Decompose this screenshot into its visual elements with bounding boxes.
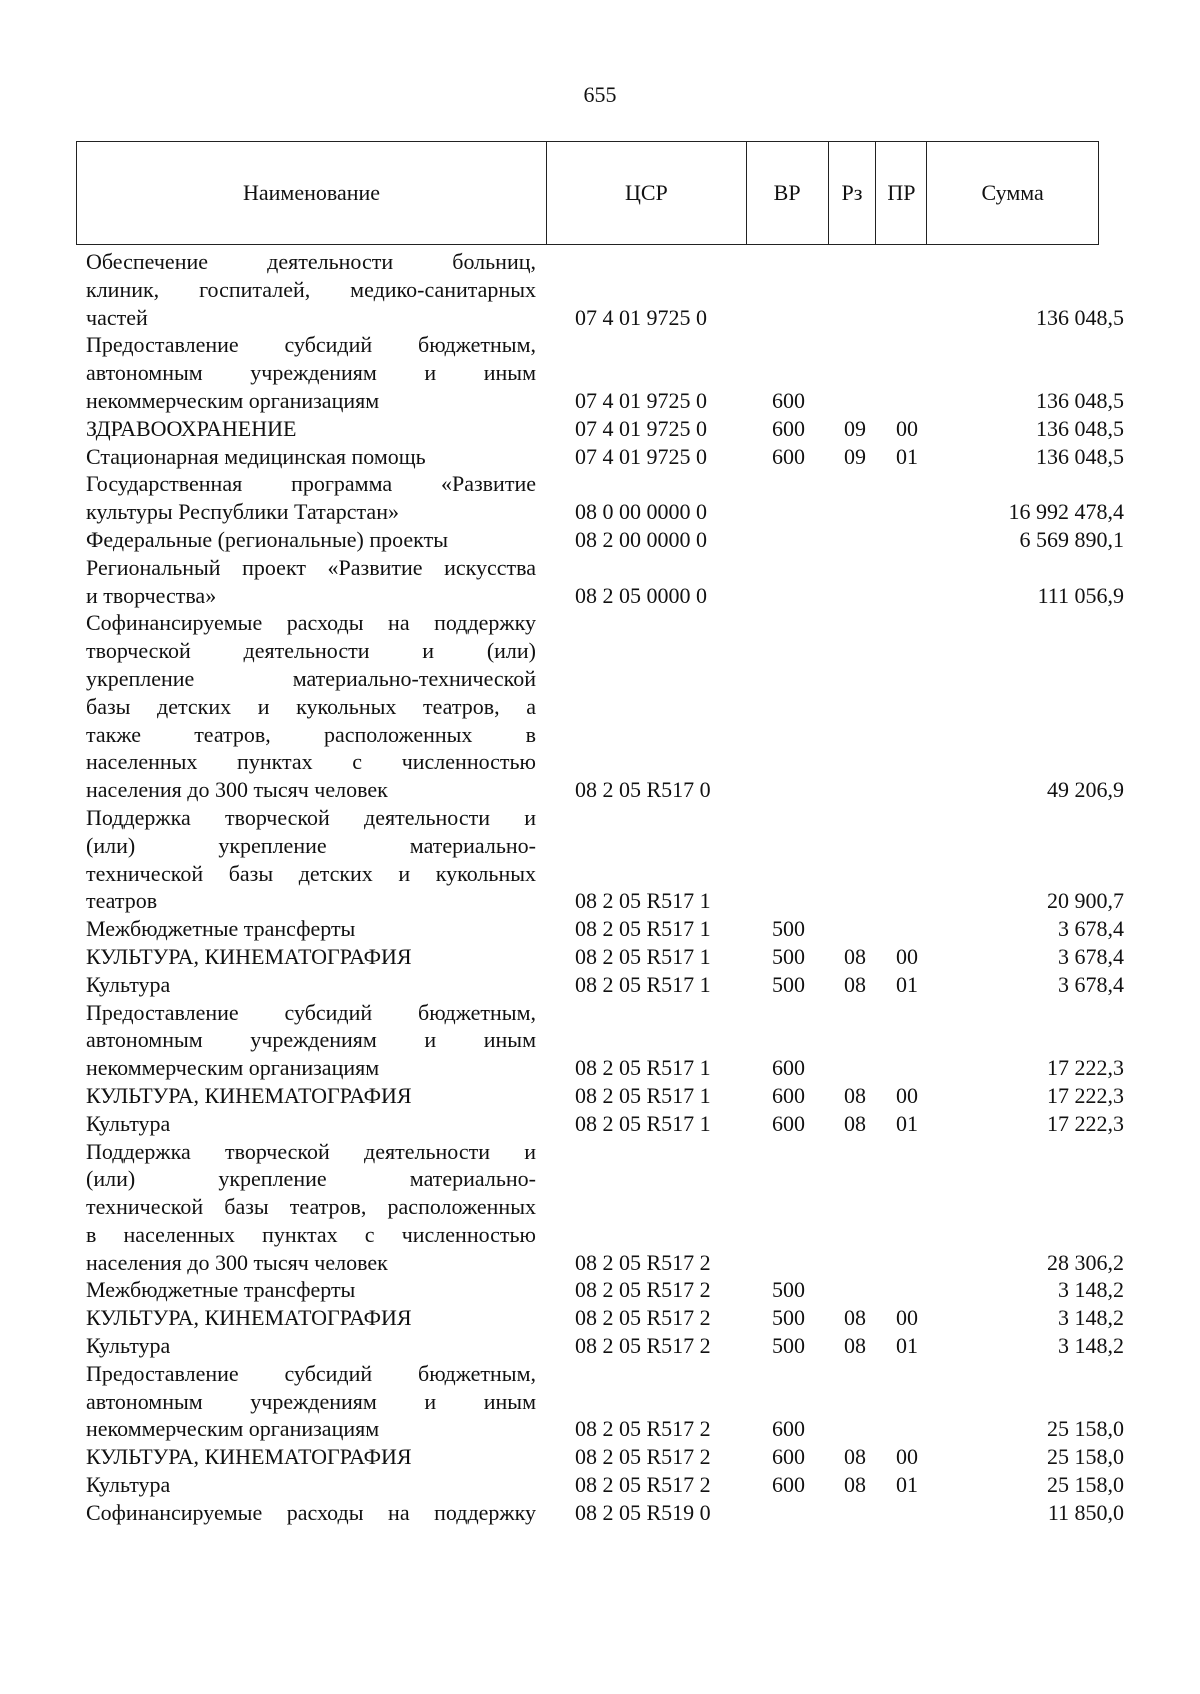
row-name-line: в населенных пунктах с численностью: [86, 1221, 536, 1247]
table-body: [0, 248, 1200, 1527]
row-name-line: (или) укрепление материально-: [86, 832, 536, 858]
row-rz: 08: [844, 1333, 866, 1359]
row-name-line: Культура: [86, 1472, 171, 1498]
row-vr: 500: [772, 1333, 805, 1359]
row-pr: 01: [896, 1472, 918, 1498]
row-sum: 16 992 478,4: [1008, 499, 1124, 525]
row-name: [86, 804, 536, 915]
row-name-line: Региональный проект «Развитие искусства: [86, 554, 536, 580]
row-name-line: Государственная программа «Развитие: [86, 471, 536, 497]
row-csr: 08 2 05 R517 1: [575, 1082, 711, 1108]
row-name-line: частей: [86, 304, 148, 330]
row-name-line: и творчества»: [86, 582, 217, 608]
row-csr: 08 2 05 R517 1: [575, 971, 711, 997]
row-sum: 3 148,2: [1058, 1277, 1124, 1303]
row-name: [86, 248, 536, 331]
row-csr: 07 4 01 9725 0: [575, 387, 707, 413]
table-row: [0, 804, 1200, 915]
row-rz: 08: [844, 1305, 866, 1331]
row-pr: 01: [896, 971, 918, 997]
row-sum: 136 048,5: [1036, 443, 1124, 469]
row-name-line: автономным учреждениям и иным: [86, 360, 536, 386]
row-vr: 600: [772, 1444, 805, 1470]
row-name-line: Предоставление субсидий бюджетным,: [86, 332, 536, 358]
table-row: [0, 1082, 1200, 1110]
row-vr: 600: [772, 387, 805, 413]
header-sum: Сумма: [981, 180, 1044, 205]
header-name: Наименование: [77, 142, 547, 244]
row-name-line: автономным учреждениям и иным: [86, 1388, 536, 1414]
row-pr: 00: [896, 1305, 918, 1331]
row-vr: 600: [772, 415, 805, 441]
row-sum: 136 048,5: [1036, 387, 1124, 413]
row-sum: 136 048,5: [1036, 415, 1124, 441]
row-vr: 500: [772, 916, 805, 942]
row-csr: 08 2 05 R517 2: [575, 1277, 711, 1303]
table-row: [0, 915, 1200, 943]
row-name: [86, 609, 536, 804]
table-row: [0, 1471, 1200, 1499]
row-name-line: творческой деятельности и (или): [86, 638, 536, 664]
row-sum: 20 900,7: [1047, 888, 1124, 914]
table-row: [0, 526, 1200, 554]
row-name-line: Культура: [86, 1333, 171, 1359]
row-name-line: укрепление материально-технической: [86, 665, 536, 691]
row-csr: 08 2 05 R517 1: [575, 1055, 711, 1081]
row-name-line: технической базы детских и кукольных: [86, 860, 536, 886]
row-rz: 08: [844, 1444, 866, 1470]
row-csr: 07 4 01 9725 0: [575, 304, 707, 330]
row-name: [86, 1276, 536, 1304]
row-sum: 17 222,3: [1047, 1082, 1124, 1108]
row-sum: 3 678,4: [1058, 971, 1124, 997]
page-number: 655: [583, 82, 617, 107]
row-csr: 08 2 05 R517 1: [575, 943, 711, 969]
row-name-line: Обеспечение деятельности больниц,: [86, 249, 536, 274]
row-name-line: некоммерческим организациям: [86, 1055, 380, 1081]
header-csr: ЦСР: [547, 142, 747, 244]
row-name: [86, 943, 536, 971]
row-pr: 00: [896, 943, 918, 969]
row-sum: 25 158,0: [1047, 1472, 1124, 1498]
row-name-line: Федеральные (региональные) проекты: [86, 526, 448, 552]
row-sum: 111 056,9: [1037, 582, 1124, 608]
row-csr: 08 2 05 R517 1: [575, 1110, 711, 1136]
table-row: [0, 1360, 1200, 1443]
row-sum: 136 048,5: [1036, 304, 1124, 330]
row-name: [86, 1360, 536, 1443]
row-name: [86, 526, 536, 554]
row-name-line: КУЛЬТУРА, КИНЕМАТОГРАФИЯ: [86, 943, 412, 969]
row-name-line: ЗДРАВООХРАНЕНИЕ: [86, 415, 297, 441]
row-vr: 600: [772, 1472, 805, 1498]
row-sum: 28 306,2: [1047, 1249, 1124, 1275]
row-rz: 09: [844, 443, 866, 469]
row-name-line: также театров, расположенных в: [86, 721, 536, 747]
row-name-line: базы детских и кукольных театров, а: [86, 693, 536, 719]
row-csr: 08 2 05 R517 1: [575, 888, 711, 914]
row-name: [86, 554, 536, 610]
row-csr: 08 2 05 R517 2: [575, 1444, 711, 1470]
row-name-line: Предоставление субсидий бюджетным,: [86, 1360, 536, 1386]
row-sum: 3 678,4: [1058, 943, 1124, 969]
row-name: [86, 415, 536, 443]
row-pr: 00: [896, 1082, 918, 1108]
row-sum: 3 678,4: [1058, 916, 1124, 942]
row-sum: 49 206,9: [1047, 777, 1124, 803]
row-csr: 08 2 05 R517 2: [575, 1249, 711, 1275]
table-row: [0, 415, 1200, 443]
row-vr: 500: [772, 1277, 805, 1303]
row-name: [86, 1110, 536, 1138]
row-csr: 08 0 00 0000 0: [575, 499, 707, 525]
row-name-line: (или) укрепление материально-: [86, 1166, 536, 1192]
table-row: [0, 1304, 1200, 1332]
row-vr: 600: [772, 443, 805, 469]
row-name-line: Поддержка творческой деятельности и: [86, 804, 536, 830]
row-csr: 07 4 01 9725 0: [575, 443, 707, 469]
row-name-line: Культура: [86, 971, 171, 997]
row-name-line: культуры Республики Татарстан»: [86, 499, 399, 525]
row-sum: 6 569 890,1: [1019, 526, 1124, 552]
row-name-line: населения до 300 тысяч человек: [86, 777, 388, 803]
row-sum: 3 148,2: [1058, 1305, 1124, 1331]
row-sum: 25 158,0: [1047, 1444, 1124, 1470]
header-rz: Рз: [829, 142, 877, 244]
row-vr: 500: [772, 943, 805, 969]
row-name-line: Софинансируемые расходы на поддержку: [86, 610, 536, 636]
table-row: [0, 470, 1200, 526]
table-row: [0, 1138, 1200, 1277]
row-pr: 01: [896, 1333, 918, 1359]
row-name-line: Межбюджетные трансферты: [86, 916, 356, 942]
row-name: [86, 1499, 536, 1527]
row-csr: 08 2 05 R517 2: [575, 1333, 711, 1359]
row-name-line: автономным учреждениям и иным: [86, 1027, 536, 1053]
row-sum: 11 850,0: [1047, 1499, 1124, 1525]
row-name: [86, 999, 536, 1082]
row-csr: 08 2 05 R519 0: [575, 1499, 711, 1525]
row-name: [86, 1304, 536, 1332]
table-header: [76, 141, 1099, 245]
row-vr: 600: [772, 1055, 805, 1081]
row-rz: 08: [844, 943, 866, 969]
row-rz: 08: [844, 1110, 866, 1136]
row-vr: 600: [772, 1416, 805, 1442]
row-name-line: Поддержка творческой деятельности и: [86, 1138, 536, 1164]
row-name: [86, 470, 536, 526]
row-name-line: некоммерческим организациям: [86, 387, 380, 413]
row-name-line: Культура: [86, 1110, 171, 1136]
row-name: [86, 1138, 536, 1277]
row-rz: 08: [844, 1472, 866, 1498]
row-name: [86, 1082, 536, 1110]
table-row: [0, 609, 1200, 804]
row-pr: 00: [896, 1444, 918, 1470]
row-sum: 17 222,3: [1047, 1110, 1124, 1136]
row-name-line: театров: [86, 888, 158, 914]
row-name-line: Софинансируемые расходы на поддержку: [86, 1499, 536, 1525]
row-name: [86, 331, 536, 414]
row-name-line: Межбюджетные трансферты: [86, 1277, 356, 1303]
row-csr: 08 2 05 R517 2: [575, 1472, 711, 1498]
row-pr: 01: [896, 1110, 918, 1136]
row-name-line: населения до 300 тысяч человек: [86, 1249, 388, 1275]
row-csr: 08 2 05 R517 2: [575, 1305, 711, 1331]
row-csr: 08 2 05 R517 1: [575, 916, 711, 942]
table-row: [0, 331, 1200, 414]
row-csr: 08 2 00 0000 0: [575, 526, 707, 552]
row-name-line: некоммерческим организациям: [86, 1416, 380, 1442]
row-vr: 500: [772, 1305, 805, 1331]
row-csr: 07 4 01 9725 0: [575, 415, 707, 441]
table-row: [0, 1110, 1200, 1138]
row-rz: 08: [844, 1082, 866, 1108]
row-rz: 09: [844, 415, 866, 441]
table-row: [0, 554, 1200, 610]
row-vr: 600: [772, 1110, 805, 1136]
table-row: [0, 1499, 1200, 1527]
row-name: [86, 1443, 536, 1471]
row-name-line: клиник, госпиталей, медико-санитарных: [86, 276, 536, 302]
table-row: [0, 999, 1200, 1082]
row-rz: 08: [844, 971, 866, 997]
row-name: [86, 1471, 536, 1499]
row-sum: 3 148,2: [1058, 1333, 1124, 1359]
table-row: [0, 443, 1200, 471]
table-row: [0, 971, 1200, 999]
row-name: [86, 971, 536, 999]
header-vr: ВР: [747, 142, 829, 244]
row-csr: 08 2 05 0000 0: [575, 582, 707, 608]
row-vr: 600: [772, 1082, 805, 1108]
row-vr: 500: [772, 971, 805, 997]
table-row: [0, 1276, 1200, 1304]
row-sum: 25 158,0: [1047, 1416, 1124, 1442]
row-name-line: Стационарная медицинская помощь: [86, 443, 426, 469]
row-pr: 01: [896, 443, 918, 469]
row-csr: 08 2 05 R517 2: [575, 1416, 711, 1442]
row-csr: 08 2 05 R517 0: [575, 777, 711, 803]
row-name: [86, 915, 536, 943]
row-name-line: КУЛЬТУРА, КИНЕМАТОГРАФИЯ: [86, 1444, 412, 1470]
table-row: [0, 1332, 1200, 1360]
header-pr: ПР: [876, 142, 927, 244]
row-pr: 00: [896, 415, 918, 441]
row-name: [86, 443, 536, 471]
table-row: [0, 943, 1200, 971]
row-name-line: населенных пунктах с численностью: [86, 749, 536, 775]
table-row: [0, 1443, 1200, 1471]
table-row: [0, 248, 1200, 331]
row-name: [86, 1332, 536, 1360]
row-name-line: КУЛЬТУРА, КИНЕМАТОГРАФИЯ: [86, 1305, 412, 1331]
row-name-line: КУЛЬТУРА, КИНЕМАТОГРАФИЯ: [86, 1082, 412, 1108]
row-name-line: технической базы театров, расположенных: [86, 1194, 536, 1220]
row-sum: 17 222,3: [1047, 1055, 1124, 1081]
row-name-line: Предоставление субсидий бюджетным,: [86, 999, 536, 1025]
